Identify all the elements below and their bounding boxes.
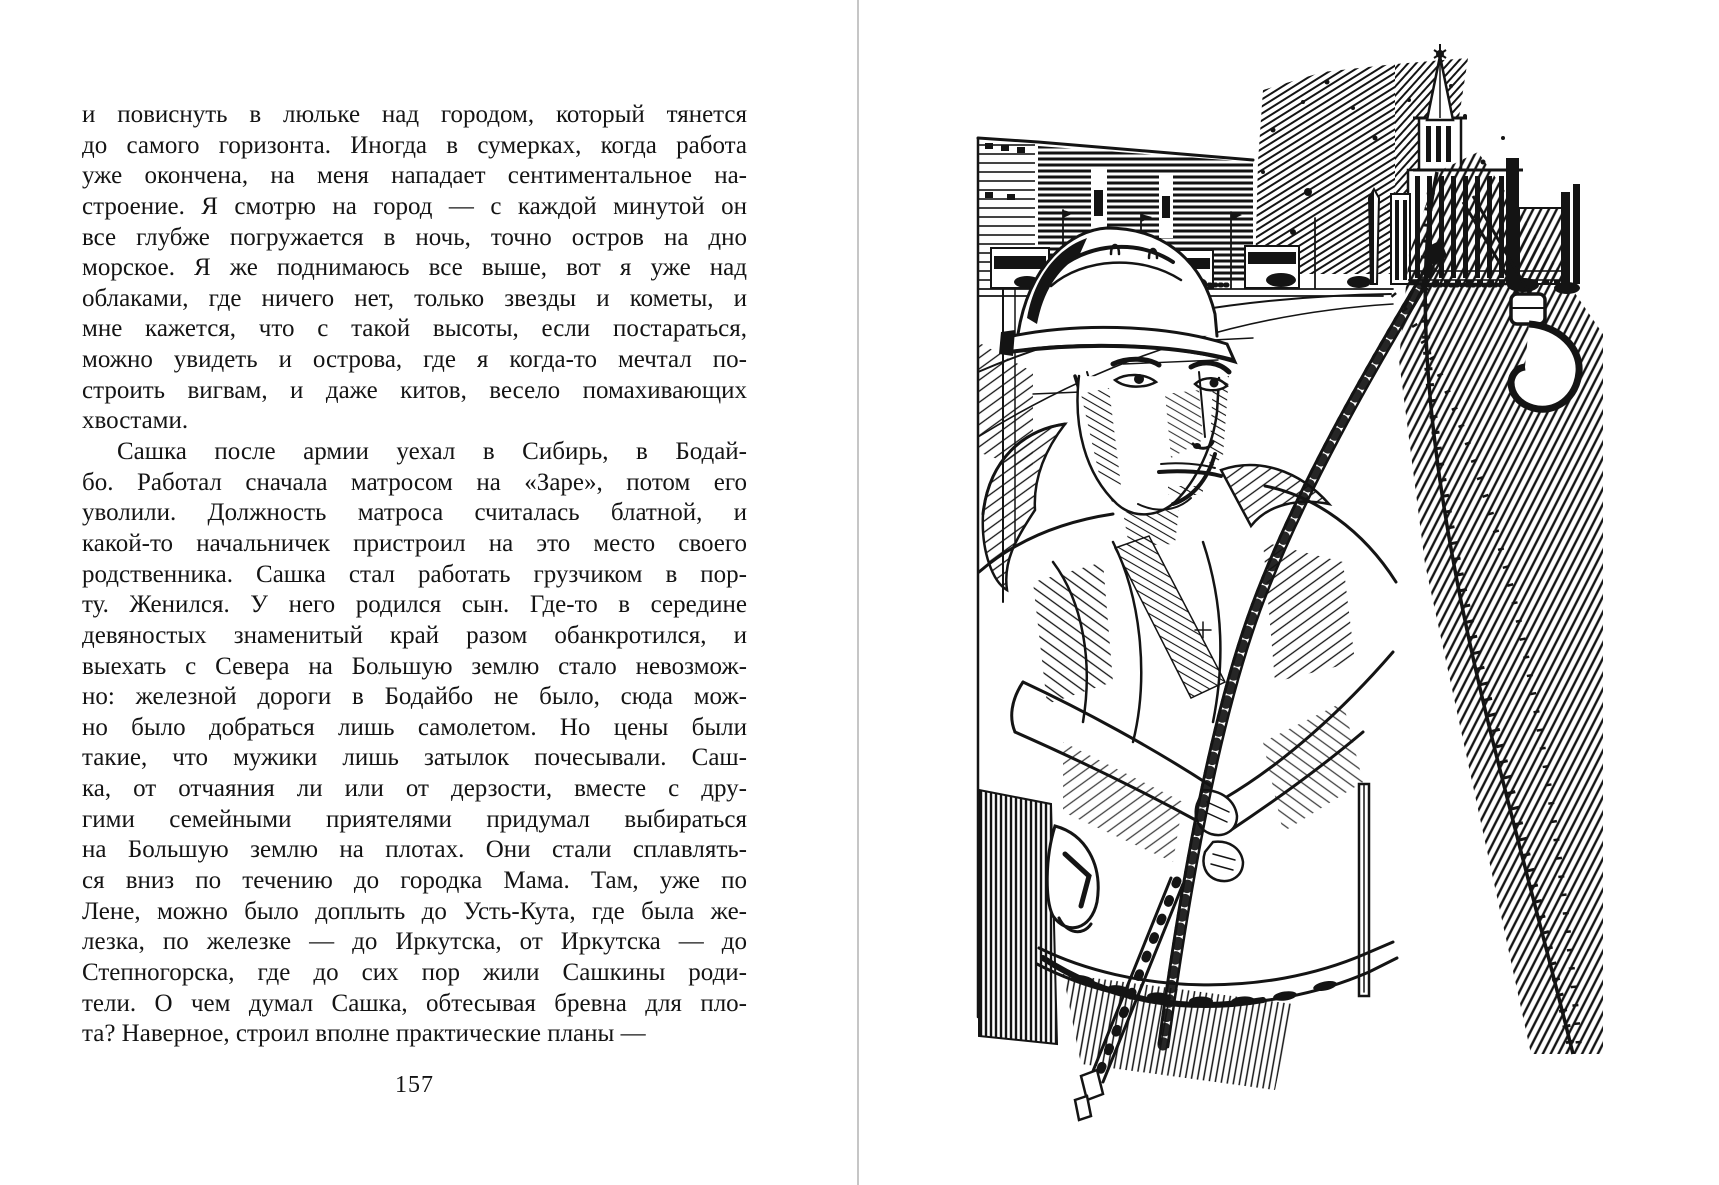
dark-corner-block (979, 790, 1057, 1044)
text-line: ка, от отчаяния ли или от дерзости, вместе с дру- (82, 775, 747, 803)
text-line: ту. Женился. У него родился сын. Где-то в середине (82, 591, 747, 619)
page-number: 157 (395, 1072, 434, 1098)
page-gutter-divider (857, 0, 859, 1185)
text-line: девяностых знаменитый край разом обанкротился, и (82, 621, 747, 649)
text-line: до самого горизонта. Иногда в сумерках, когда работа (82, 131, 747, 159)
text-line: и повиснуть в люльке над городом, который тянется (82, 101, 747, 128)
text-line: строить вигвам, и даже китов, весело помахивающих (82, 376, 747, 404)
cradle (979, 784, 1397, 1120)
text-line: строение. Я смотрю на город — с каждой минутой он (82, 192, 747, 220)
right-eyebrow (1191, 363, 1229, 372)
text-line: но: железной дороги в Бодайбо не было, сюда мож- (82, 683, 747, 711)
right-hand (1204, 842, 1244, 881)
text-line: можно увидеть и острова, где я когда-то мечтал по- (82, 346, 747, 374)
spire-star (1434, 44, 1446, 62)
text-line: ся вниз по течению до городка Мама. Там, уже по (82, 867, 747, 895)
text-line: хвостами. (82, 407, 189, 435)
text-line: Сашка после армии уехал в Сибирь, в Бодай- (117, 438, 747, 466)
obelisk (1369, 189, 1379, 284)
text-line: Лене, можно было доплыть до Усть-Кута, где была же- (82, 897, 747, 925)
text-line: родственника. Сашка стал работать грузчиком в пор- (82, 560, 747, 588)
text-line: бо. Работал сначала матросом на «Заре», потом его (82, 468, 747, 496)
text-line: такие, что мужики лишь затылок почесывали. Саш- (82, 744, 747, 772)
face (1078, 359, 1229, 514)
text-line: гими семейными приятелями придумал выбираться (82, 805, 747, 833)
neck-shadow (1123, 510, 1179, 546)
text-line: выехать с Севера на Большую землю стало невозмож- (82, 652, 747, 680)
text-line: тели. О чем думал Сашка, обтесывая бревна для пло- (82, 989, 747, 1017)
text-line: на Большую землю на плотах. Они стали сплавлять- (82, 836, 747, 864)
text-line: мне кажется, что с такой высоты, если постараться, (82, 315, 747, 343)
text-line: морское. Я же поднимаюсь все выше, вот я уже над (82, 254, 747, 282)
text-line: Степногорска, где до сих пор жили Сашкины роди- (82, 958, 747, 986)
text-line: лезка, по железке — до Иркутска, от Иркутска — до (82, 928, 747, 956)
text-line: облаками, где ничего нет, только звезды и кометы, и (82, 284, 747, 312)
text-line: какой-то начальничек пристроил на это место своего (82, 529, 747, 557)
text-line: уволили. Должность матроса считалась блатной, и (82, 499, 747, 527)
text-line: уже окончена, на меня нападает сентиментальное на- (82, 162, 747, 190)
text-line: та? Наверное, строил вполне практические планы — (82, 1020, 646, 1048)
illustration-svg (963, 42, 1608, 1122)
illustration (963, 42, 1608, 1122)
text-line: но было добраться лишь самолетом. Но цены были (82, 713, 747, 741)
text-line: все глубже погружается в ночь, точно остров на дно (82, 223, 747, 251)
text-column (82, 100, 747, 1050)
